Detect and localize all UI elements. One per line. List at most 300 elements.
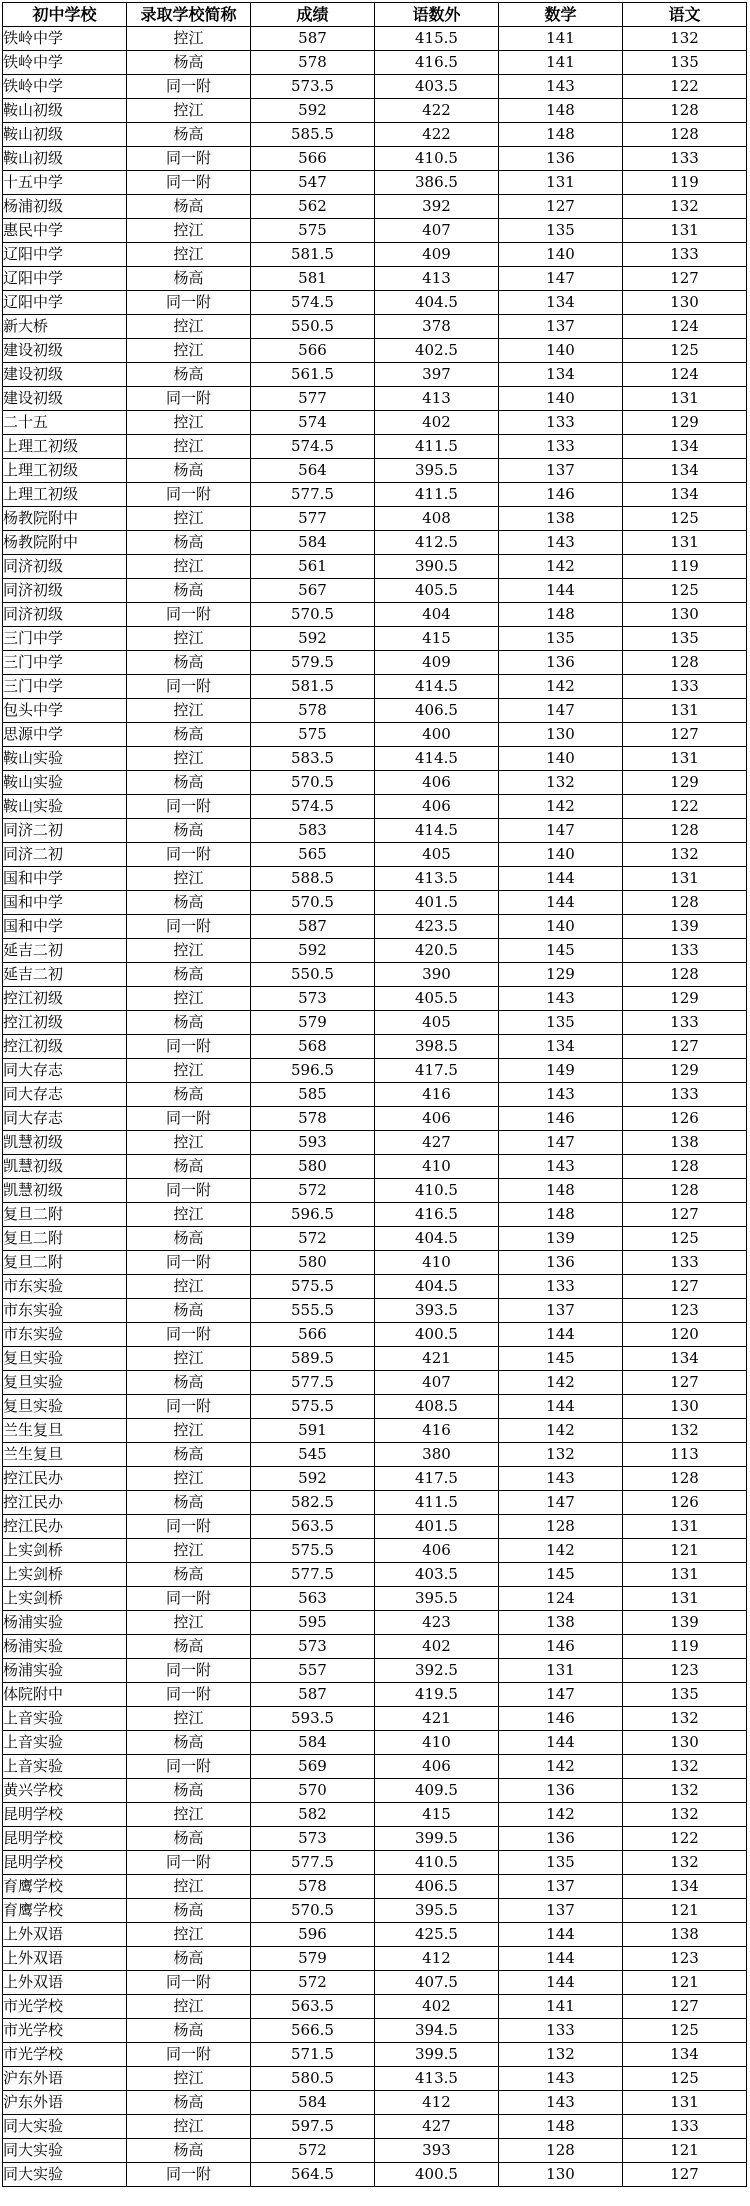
total-score-cell: 596 — [251, 1923, 375, 1947]
table-row — [3, 819, 747, 843]
chinese-cell: 135 — [623, 627, 747, 651]
table-row — [3, 2091, 747, 2115]
chinese-cell: 124 — [623, 315, 747, 339]
table-row — [3, 795, 747, 819]
admitted-school-cell: 控江 — [127, 1803, 251, 1827]
core-subjects-cell: 402 — [375, 411, 499, 435]
math-cell: 143 — [499, 75, 623, 99]
chinese-cell: 139 — [623, 1611, 747, 1635]
chinese-cell: 133 — [623, 1251, 747, 1275]
table-row — [3, 1275, 747, 1299]
core-subjects-cell: 392.5 — [375, 1659, 499, 1683]
middle-school-cell: 育鹰学校 — [3, 1899, 127, 1923]
chinese-cell: 128 — [623, 123, 747, 147]
total-score-cell: 563 — [251, 1587, 375, 1611]
core-subjects-cell: 414.5 — [375, 675, 499, 699]
total-score-cell: 572 — [251, 1971, 375, 1995]
admitted-school-cell: 杨高 — [127, 891, 251, 915]
total-score-cell: 564 — [251, 459, 375, 483]
table-row — [3, 1707, 747, 1731]
middle-school-cell: 上理工初级 — [3, 459, 127, 483]
middle-school-cell: 鞍山实验 — [3, 747, 127, 771]
middle-school-cell: 控江初级 — [3, 1035, 127, 1059]
total-score-cell: 577.5 — [251, 1563, 375, 1587]
total-score-cell: 595 — [251, 1611, 375, 1635]
math-cell: 143 — [499, 1467, 623, 1491]
middle-school-cell: 市光学校 — [3, 2043, 127, 2067]
middle-school-cell: 市光学校 — [3, 2019, 127, 2043]
table-row — [3, 1971, 747, 1995]
table-row — [3, 1539, 747, 1563]
chinese-cell: 134 — [623, 459, 747, 483]
admitted-school-cell: 杨高 — [127, 1155, 251, 1179]
admitted-school-cell: 同一附 — [127, 1515, 251, 1539]
chinese-cell: 122 — [623, 75, 747, 99]
math-cell: 137 — [499, 315, 623, 339]
core-subjects-cell: 402.5 — [375, 339, 499, 363]
chinese-cell: 131 — [623, 387, 747, 411]
chinese-cell: 119 — [623, 1635, 747, 1659]
math-cell: 144 — [499, 1731, 623, 1755]
table-row — [3, 1251, 747, 1275]
core-subjects-cell: 402 — [375, 1995, 499, 2019]
total-score-cell: 582.5 — [251, 1491, 375, 1515]
admitted-school-cell: 同一附 — [127, 795, 251, 819]
middle-school-cell: 控江初级 — [3, 987, 127, 1011]
math-cell: 142 — [499, 1371, 623, 1395]
core-subjects-cell: 394.5 — [375, 2019, 499, 2043]
middle-school-cell: 思源中学 — [3, 723, 127, 747]
chinese-cell: 121 — [623, 2139, 747, 2163]
chinese-cell: 130 — [623, 1395, 747, 1419]
table-row — [3, 1347, 747, 1371]
core-subjects-cell: 423 — [375, 1611, 499, 1635]
core-subjects-cell: 415 — [375, 1803, 499, 1827]
math-cell: 144 — [499, 1971, 623, 1995]
core-subjects-cell: 407.5 — [375, 1971, 499, 1995]
admitted-school-cell: 杨高 — [127, 1443, 251, 1467]
math-cell: 128 — [499, 1515, 623, 1539]
total-score-cell: 572 — [251, 1179, 375, 1203]
core-subjects-cell: 398.5 — [375, 1035, 499, 1059]
admitted-school-cell: 杨高 — [127, 195, 251, 219]
total-score-cell: 580.5 — [251, 2067, 375, 2091]
math-cell: 144 — [499, 579, 623, 603]
table-row — [3, 1419, 747, 1443]
chinese-cell: 129 — [623, 411, 747, 435]
total-score-cell: 577.5 — [251, 1371, 375, 1395]
middle-school-cell: 上外双语 — [3, 1947, 127, 1971]
admitted-school-cell: 同一附 — [127, 675, 251, 699]
middle-school-cell: 延吉二初 — [3, 939, 127, 963]
total-score-cell: 561.5 — [251, 363, 375, 387]
chinese-cell: 130 — [623, 603, 747, 627]
chinese-cell: 129 — [623, 1059, 747, 1083]
total-score-cell: 570.5 — [251, 603, 375, 627]
math-cell: 133 — [499, 2019, 623, 2043]
total-score-cell: 566 — [251, 339, 375, 363]
total-score-cell: 567 — [251, 579, 375, 603]
math-cell: 143 — [499, 531, 623, 555]
middle-school-cell: 国和中学 — [3, 915, 127, 939]
table-row — [3, 1371, 747, 1395]
admitted-school-cell: 杨高 — [127, 2139, 251, 2163]
table-row — [3, 27, 747, 51]
core-subjects-cell: 406 — [375, 1539, 499, 1563]
table-row — [3, 771, 747, 795]
total-score-cell: 596.5 — [251, 1203, 375, 1227]
core-subjects-cell: 411.5 — [375, 1491, 499, 1515]
math-cell: 133 — [499, 435, 623, 459]
core-subjects-cell: 412.5 — [375, 531, 499, 555]
math-cell: 148 — [499, 2115, 623, 2139]
chinese-cell: 132 — [623, 1707, 747, 1731]
math-cell: 142 — [499, 795, 623, 819]
total-score-cell: 597.5 — [251, 2115, 375, 2139]
total-score-cell: 561 — [251, 555, 375, 579]
total-score-cell: 584 — [251, 1731, 375, 1755]
core-subjects-cell: 413.5 — [375, 2067, 499, 2091]
middle-school-cell: 复旦二附 — [3, 1203, 127, 1227]
middle-school-cell: 上外双语 — [3, 1971, 127, 1995]
admitted-school-cell: 杨高 — [127, 363, 251, 387]
middle-school-cell: 惠民中学 — [3, 219, 127, 243]
admission-score-table — [2, 2, 747, 2187]
chinese-cell: 126 — [623, 1107, 747, 1131]
table-row — [3, 2163, 747, 2187]
core-subjects-cell: 393 — [375, 2139, 499, 2163]
math-cell: 146 — [499, 1635, 623, 1659]
admitted-school-cell: 杨高 — [127, 1299, 251, 1323]
admitted-school-cell: 控江 — [127, 627, 251, 651]
total-score-cell: 569 — [251, 1755, 375, 1779]
math-cell: 135 — [499, 1851, 623, 1875]
total-score-cell: 582 — [251, 1803, 375, 1827]
core-subjects-cell: 427 — [375, 1131, 499, 1155]
admitted-school-cell: 同一附 — [127, 171, 251, 195]
core-subjects-cell: 427 — [375, 2115, 499, 2139]
admitted-school-cell: 同一附 — [127, 843, 251, 867]
total-score-cell: 587 — [251, 1683, 375, 1707]
math-cell: 146 — [499, 1107, 623, 1131]
core-subjects-cell: 413.5 — [375, 867, 499, 891]
total-score-cell: 566.5 — [251, 2019, 375, 2043]
core-subjects-cell: 422 — [375, 123, 499, 147]
middle-school-cell: 上音实验 — [3, 1731, 127, 1755]
admitted-school-cell: 控江 — [127, 27, 251, 51]
core-subjects-cell: 411.5 — [375, 483, 499, 507]
chinese-cell: 139 — [623, 915, 747, 939]
middle-school-cell: 同济初级 — [3, 555, 127, 579]
middle-school-cell: 同济初级 — [3, 603, 127, 627]
chinese-cell: 133 — [623, 1083, 747, 1107]
core-subjects-cell: 397 — [375, 363, 499, 387]
admitted-school-cell: 控江 — [127, 747, 251, 771]
chinese-cell: 134 — [623, 1347, 747, 1371]
chinese-cell: 132 — [623, 843, 747, 867]
chinese-cell: 129 — [623, 987, 747, 1011]
header-middle-school: 初中学校 — [3, 3, 127, 27]
admitted-school-cell: 控江 — [127, 1419, 251, 1443]
admitted-school-cell: 控江 — [127, 987, 251, 1011]
table-row — [3, 699, 747, 723]
math-cell: 140 — [499, 915, 623, 939]
middle-school-cell: 兰生复旦 — [3, 1443, 127, 1467]
chinese-cell: 122 — [623, 795, 747, 819]
total-score-cell: 564.5 — [251, 2163, 375, 2187]
chinese-cell: 134 — [623, 435, 747, 459]
math-cell: 140 — [499, 339, 623, 363]
core-subjects-cell: 400.5 — [375, 2163, 499, 2187]
chinese-cell: 133 — [623, 2115, 747, 2139]
core-subjects-cell: 400.5 — [375, 1323, 499, 1347]
core-subjects-cell: 405 — [375, 843, 499, 867]
middle-school-cell: 鞍山初级 — [3, 147, 127, 171]
admitted-school-cell: 杨高 — [127, 963, 251, 987]
middle-school-cell: 国和中学 — [3, 867, 127, 891]
admitted-school-cell: 杨高 — [127, 2019, 251, 2043]
middle-school-cell: 新大桥 — [3, 315, 127, 339]
core-subjects-cell: 421 — [375, 1707, 499, 1731]
math-cell: 131 — [499, 1659, 623, 1683]
table-row — [3, 435, 747, 459]
core-subjects-cell: 395.5 — [375, 1899, 499, 1923]
table-row — [3, 1515, 747, 1539]
chinese-cell: 121 — [623, 1899, 747, 1923]
chinese-cell: 128 — [623, 963, 747, 987]
table-row — [3, 1731, 747, 1755]
middle-school-cell: 凯慧初级 — [3, 1131, 127, 1155]
admitted-school-cell: 杨高 — [127, 1947, 251, 1971]
total-score-cell: 563.5 — [251, 1995, 375, 2019]
total-score-cell: 592 — [251, 1467, 375, 1491]
total-score-cell: 592 — [251, 939, 375, 963]
math-cell: 136 — [499, 1251, 623, 1275]
total-score-cell: 593 — [251, 1131, 375, 1155]
middle-school-cell: 复旦二附 — [3, 1251, 127, 1275]
chinese-cell: 133 — [623, 939, 747, 963]
admitted-school-cell: 控江 — [127, 411, 251, 435]
table-row — [3, 723, 747, 747]
math-cell: 144 — [499, 1923, 623, 1947]
admitted-school-cell: 杨高 — [127, 267, 251, 291]
admitted-school-cell: 同一附 — [127, 1683, 251, 1707]
core-subjects-cell: 415 — [375, 627, 499, 651]
chinese-cell: 133 — [623, 675, 747, 699]
math-cell: 144 — [499, 1323, 623, 1347]
table-row — [3, 1011, 747, 1035]
admitted-school-cell: 同一附 — [127, 2043, 251, 2067]
admitted-school-cell: 控江 — [127, 1347, 251, 1371]
math-cell: 148 — [499, 1179, 623, 1203]
math-cell: 141 — [499, 51, 623, 75]
total-score-cell: 565 — [251, 843, 375, 867]
table-row — [3, 99, 747, 123]
total-score-cell: 575.5 — [251, 1395, 375, 1419]
middle-school-cell: 市东实验 — [3, 1275, 127, 1299]
math-cell: 140 — [499, 243, 623, 267]
core-subjects-cell: 404 — [375, 603, 499, 627]
core-subjects-cell: 403.5 — [375, 1563, 499, 1587]
core-subjects-cell: 404.5 — [375, 1275, 499, 1299]
math-cell: 145 — [499, 939, 623, 963]
total-score-cell: 592 — [251, 627, 375, 651]
chinese-cell: 132 — [623, 1419, 747, 1443]
chinese-cell: 130 — [623, 1731, 747, 1755]
math-cell: 141 — [499, 27, 623, 51]
math-cell: 148 — [499, 123, 623, 147]
middle-school-cell: 建设初级 — [3, 339, 127, 363]
chinese-cell: 126 — [623, 1491, 747, 1515]
core-subjects-cell: 412 — [375, 2091, 499, 2115]
table-row — [3, 843, 747, 867]
admitted-school-cell: 杨高 — [127, 1083, 251, 1107]
core-subjects-cell: 390 — [375, 963, 499, 987]
admitted-school-cell: 同一附 — [127, 1323, 251, 1347]
admitted-school-cell: 杨高 — [127, 51, 251, 75]
core-subjects-cell: 392 — [375, 195, 499, 219]
chinese-cell: 128 — [623, 651, 747, 675]
core-subjects-cell: 409 — [375, 651, 499, 675]
chinese-cell: 131 — [623, 531, 747, 555]
table-row — [3, 1155, 747, 1179]
middle-school-cell: 鞍山实验 — [3, 795, 127, 819]
math-cell: 134 — [499, 291, 623, 315]
math-cell: 144 — [499, 1395, 623, 1419]
chinese-cell: 119 — [623, 171, 747, 195]
math-cell: 141 — [499, 1995, 623, 2019]
core-subjects-cell: 406.5 — [375, 1875, 499, 1899]
chinese-cell: 132 — [623, 1803, 747, 1827]
math-cell: 134 — [499, 363, 623, 387]
math-cell: 146 — [499, 1707, 623, 1731]
core-subjects-cell: 423.5 — [375, 915, 499, 939]
admitted-school-cell: 同一附 — [127, 291, 251, 315]
admitted-school-cell: 杨高 — [127, 123, 251, 147]
core-subjects-cell: 409.5 — [375, 1779, 499, 1803]
middle-school-cell: 二十五 — [3, 411, 127, 435]
admitted-school-cell: 同一附 — [127, 387, 251, 411]
middle-school-cell: 杨浦实验 — [3, 1611, 127, 1635]
middle-school-cell: 三门中学 — [3, 627, 127, 651]
middle-school-cell: 辽阳中学 — [3, 291, 127, 315]
admitted-school-cell: 同一附 — [127, 603, 251, 627]
middle-school-cell: 市东实验 — [3, 1299, 127, 1323]
table-row — [3, 531, 747, 555]
total-score-cell: 587 — [251, 27, 375, 51]
math-cell: 130 — [499, 2163, 623, 2187]
admitted-school-cell: 同一附 — [127, 2163, 251, 2187]
middle-school-cell: 上理工初级 — [3, 435, 127, 459]
math-cell: 132 — [499, 771, 623, 795]
chinese-cell: 134 — [623, 1875, 747, 1899]
math-cell: 149 — [499, 1059, 623, 1083]
math-cell: 143 — [499, 1155, 623, 1179]
middle-school-cell: 黄兴学校 — [3, 1779, 127, 1803]
admitted-school-cell: 杨高 — [127, 1491, 251, 1515]
table-row — [3, 1899, 747, 1923]
math-cell: 137 — [499, 1299, 623, 1323]
math-cell: 133 — [499, 1275, 623, 1299]
middle-school-cell: 同济初级 — [3, 579, 127, 603]
core-subjects-cell: 425.5 — [375, 1923, 499, 1947]
middle-school-cell: 杨浦初级 — [3, 195, 127, 219]
table-row — [3, 171, 747, 195]
math-cell: 147 — [499, 1131, 623, 1155]
core-subjects-cell: 410 — [375, 1731, 499, 1755]
table-row — [3, 1299, 747, 1323]
admitted-school-cell: 控江 — [127, 243, 251, 267]
chinese-cell: 123 — [623, 1299, 747, 1323]
admitted-school-cell: 杨高 — [127, 723, 251, 747]
table-row — [3, 243, 747, 267]
core-subjects-cell: 421 — [375, 1347, 499, 1371]
total-score-cell: 573.5 — [251, 75, 375, 99]
core-subjects-cell: 378 — [375, 315, 499, 339]
middle-school-cell: 十五中学 — [3, 171, 127, 195]
total-score-cell: 572 — [251, 2139, 375, 2163]
core-subjects-cell: 405 — [375, 1011, 499, 1035]
middle-school-cell: 铁岭中学 — [3, 75, 127, 99]
core-subjects-cell: 386.5 — [375, 171, 499, 195]
math-cell: 127 — [499, 195, 623, 219]
core-subjects-cell: 406 — [375, 771, 499, 795]
middle-school-cell: 控江民办 — [3, 1467, 127, 1491]
admitted-school-cell: 杨高 — [127, 1563, 251, 1587]
chinese-cell: 125 — [623, 507, 747, 531]
math-cell: 144 — [499, 891, 623, 915]
core-subjects-cell: 408.5 — [375, 1395, 499, 1419]
table-row — [3, 219, 747, 243]
math-cell: 136 — [499, 147, 623, 171]
math-cell: 133 — [499, 411, 623, 435]
middle-school-cell: 上实剑桥 — [3, 1563, 127, 1587]
middle-school-cell: 杨浦实验 — [3, 1659, 127, 1683]
middle-school-cell: 鞍山初级 — [3, 99, 127, 123]
total-score-cell: 570.5 — [251, 771, 375, 795]
total-score-cell: 577 — [251, 387, 375, 411]
math-cell: 148 — [499, 99, 623, 123]
chinese-cell: 127 — [623, 723, 747, 747]
total-score-cell: 577.5 — [251, 483, 375, 507]
core-subjects-cell: 390.5 — [375, 555, 499, 579]
table-row — [3, 1683, 747, 1707]
math-cell: 137 — [499, 459, 623, 483]
table-row — [3, 1491, 747, 1515]
admitted-school-cell: 控江 — [127, 435, 251, 459]
core-subjects-cell: 420.5 — [375, 939, 499, 963]
table-row — [3, 675, 747, 699]
admitted-school-cell: 控江 — [127, 2067, 251, 2091]
core-subjects-cell: 406 — [375, 1755, 499, 1779]
table-row — [3, 75, 747, 99]
core-subjects-cell: 411.5 — [375, 435, 499, 459]
table-row — [3, 507, 747, 531]
math-cell: 144 — [499, 1947, 623, 1971]
admitted-school-cell: 杨高 — [127, 1371, 251, 1395]
core-subjects-cell: 399.5 — [375, 1827, 499, 1851]
table-row — [3, 1587, 747, 1611]
chinese-cell: 121 — [623, 1539, 747, 1563]
math-cell: 132 — [499, 2043, 623, 2067]
chinese-cell: 125 — [623, 579, 747, 603]
middle-school-cell: 建设初级 — [3, 363, 127, 387]
middle-school-cell: 铁岭中学 — [3, 27, 127, 51]
math-cell: 130 — [499, 723, 623, 747]
table-row — [3, 1779, 747, 1803]
chinese-cell: 131 — [623, 1515, 747, 1539]
core-subjects-cell: 407 — [375, 219, 499, 243]
